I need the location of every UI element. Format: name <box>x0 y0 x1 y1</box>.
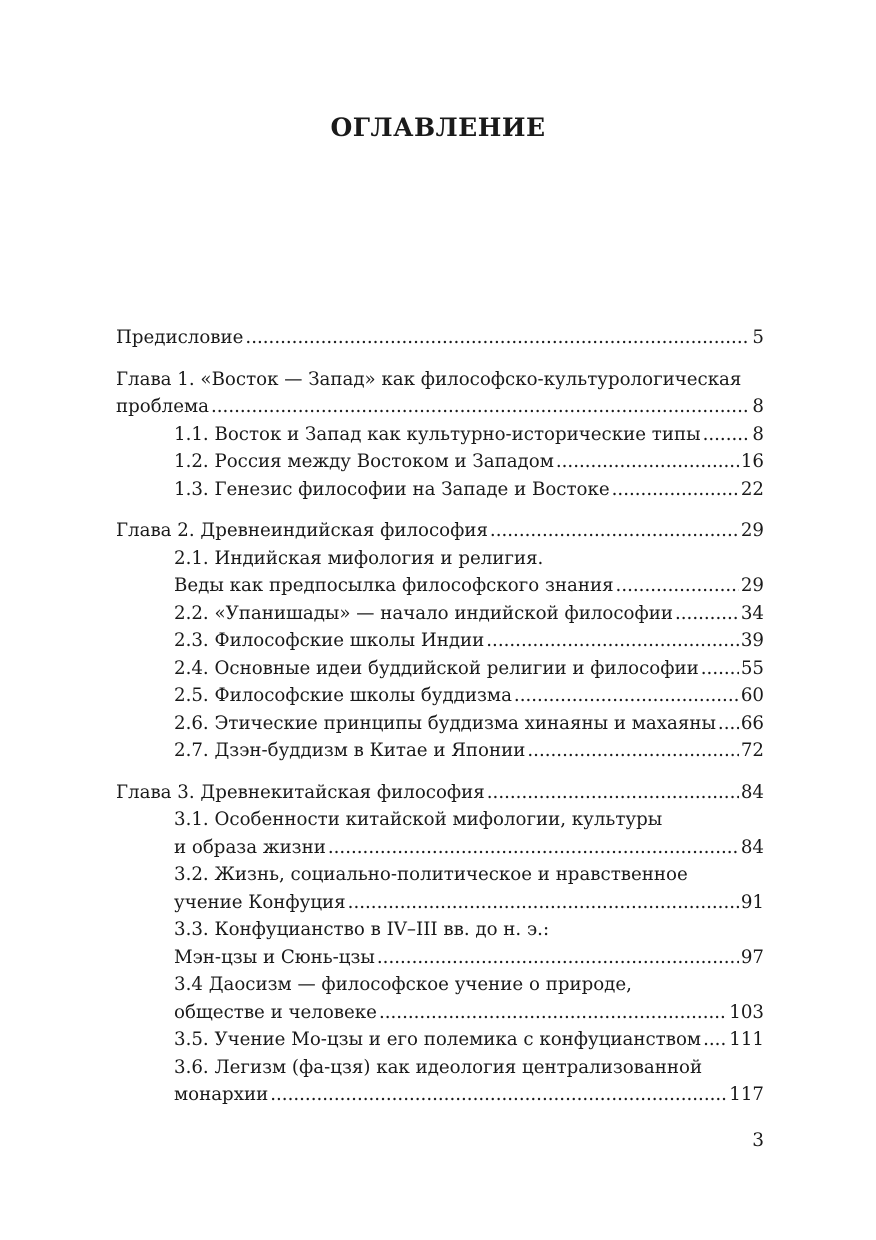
toc-entry-title: и образа жизни <box>174 836 326 858</box>
dot-leader <box>527 737 738 765</box>
toc-entry <box>116 682 764 710</box>
dot-leader <box>377 944 739 972</box>
toc-line <box>116 999 764 1027</box>
toc-entry-title: 2.4. Основные идеи буддийской религии и философии <box>174 657 699 679</box>
toc-entry-title: 3.4 Даосизм — философское учение о природе, <box>174 974 632 995</box>
dot-leader <box>701 655 739 683</box>
toc-entry-title: 1.1. Восток и Запад как культурно-исторические типы <box>174 423 701 445</box>
dot-leader <box>718 710 739 738</box>
toc-entry-title: монархии <box>174 1084 269 1105</box>
dot-leader <box>612 476 739 504</box>
toc-entry <box>116 861 764 916</box>
toc-line <box>116 737 764 765</box>
page-title: ОГЛАВЛЕНИЕ <box>330 113 546 142</box>
toc-line <box>116 324 764 352</box>
toc-page-number: 8 <box>752 396 764 417</box>
toc-entry <box>116 916 764 971</box>
dot-leader <box>486 627 739 655</box>
dot-leader <box>379 999 727 1027</box>
toc-line <box>116 1081 764 1109</box>
toc-entry-title: 3.5. Учение Мо-цзы и его полемика с конфуцианством <box>174 1029 702 1050</box>
toc-line <box>116 944 764 972</box>
toc-entry <box>116 710 764 738</box>
toc-line <box>116 627 764 655</box>
toc-entry-title: 2.7. Дзэн-буддизм в Китае и Японии <box>174 740 526 761</box>
toc-entry <box>116 1026 764 1054</box>
toc-entry <box>116 421 764 449</box>
toc-line <box>116 476 764 504</box>
toc-line <box>116 916 764 944</box>
toc-entry <box>116 806 764 861</box>
toc-entry-title: учение Конфуция <box>174 891 346 913</box>
toc-entry-title: Глава 3. Древнекитайская философия <box>116 781 485 803</box>
dot-leader <box>490 517 739 545</box>
toc-page-number: 34 <box>740 602 764 624</box>
toc-page-number: 84 <box>740 836 764 858</box>
dot-leader <box>556 448 739 476</box>
toc-line <box>116 834 764 862</box>
toc-entry-title: 3.1. Особенности китайской мифологии, культуры <box>174 809 663 830</box>
toc-entry <box>116 476 764 504</box>
table-of-contents <box>116 324 764 1109</box>
toc-line <box>116 600 764 628</box>
toc-entry-title: Глава 1. «Восток — Запад» как философско-культурологическая <box>116 368 742 390</box>
toc-entry-title: 2.5. Философские школы буддизма <box>174 685 512 706</box>
toc-entry-title: 1.3. Генезис философии на Западе и Востоке <box>174 478 610 500</box>
toc-entry <box>116 600 764 628</box>
toc-entry <box>116 779 764 807</box>
toc-page-number: 5 <box>752 327 764 348</box>
toc-line <box>116 517 764 545</box>
toc-page-number: 91 <box>740 891 764 913</box>
toc-line <box>116 1054 764 1082</box>
dot-leader <box>487 779 739 807</box>
toc-entry-title: обществе и человеке <box>174 1001 377 1023</box>
toc-page-number: 84 <box>740 781 764 803</box>
toc-page-number: 97 <box>740 946 764 968</box>
toc-line <box>116 1026 764 1054</box>
toc-page-number: 60 <box>740 685 764 706</box>
toc-entry <box>116 448 764 476</box>
toc-entry-title: 2.3. Философские школы Индии <box>174 630 485 651</box>
toc-line <box>116 710 764 738</box>
toc-page-number: 22 <box>740 478 764 500</box>
toc-entry-title: 3.3. Конфуцианство в IV–III вв. до н. э.: <box>174 919 550 940</box>
page-number: 3 <box>752 1130 764 1151</box>
toc-line <box>116 682 764 710</box>
dot-leader <box>270 1081 727 1109</box>
dot-leader <box>514 682 739 710</box>
toc-page-number: 103 <box>729 1001 764 1023</box>
toc-entry <box>116 655 764 683</box>
toc-entry <box>116 545 764 600</box>
toc-page-number: 111 <box>729 1029 764 1050</box>
toc-entry-title: Мэн-цзы и Сюнь-цзы <box>174 946 375 968</box>
toc-entry <box>116 971 764 1026</box>
toc-entry-title: Веды как предпосылка философского знания <box>174 575 614 596</box>
toc-entry <box>116 1054 764 1109</box>
dot-leader <box>211 393 750 421</box>
toc-line <box>116 448 764 476</box>
toc-entry-title: 2.2. «Упанишады» — начало индийской философии <box>174 602 673 624</box>
toc-entry <box>116 737 764 765</box>
toc-page-number: 8 <box>752 423 764 445</box>
toc-entry-title: проблема <box>116 396 209 417</box>
toc-line <box>116 545 764 573</box>
toc-line <box>116 393 764 421</box>
toc-entry <box>116 366 764 421</box>
toc-page-number: 16 <box>740 451 764 472</box>
toc-line <box>116 655 764 683</box>
toc-entry <box>116 517 764 545</box>
dot-leader <box>616 572 739 600</box>
dot-leader <box>245 324 750 352</box>
toc-page-number: 72 <box>740 740 764 761</box>
toc-line <box>116 421 764 449</box>
toc-page-number: 55 <box>740 657 764 679</box>
dot-leader <box>675 600 739 628</box>
toc-line <box>116 779 764 807</box>
toc-entry-title: Предисловие <box>116 327 244 348</box>
toc-line <box>116 572 764 600</box>
toc-entry-title: 2.1. Индийская мифология и религия. <box>174 547 544 569</box>
toc-entry-title: 2.6. Этические принципы буддизма хинаяны и махаяны <box>174 712 716 734</box>
toc-entry-title: 3.6. Легизм (фа-цзя) как идеология централизованной <box>174 1056 703 1078</box>
dot-leader <box>348 889 739 917</box>
toc-entry <box>116 627 764 655</box>
toc-entry <box>116 324 764 352</box>
toc-page-number: 29 <box>740 575 764 596</box>
toc-entry-title: 3.2. Жизнь, социально-политическое и нравственное <box>174 864 688 885</box>
toc-page-number: 117 <box>729 1084 764 1105</box>
toc-line <box>116 971 764 999</box>
toc-entry-title: Глава 2. Древнеиндийская философия <box>116 520 488 541</box>
toc-page-number: 29 <box>740 520 764 541</box>
dot-leader <box>328 834 739 862</box>
dot-leader <box>703 1026 727 1054</box>
dot-leader <box>703 421 751 449</box>
toc-line <box>116 366 764 394</box>
toc-page-number: 66 <box>740 712 764 734</box>
toc-line <box>116 861 764 889</box>
toc-page-number: 39 <box>740 630 764 651</box>
toc-entry-title: 1.2. Россия между Востоком и Западом <box>174 451 554 472</box>
toc-line <box>116 806 764 834</box>
toc-line <box>116 889 764 917</box>
